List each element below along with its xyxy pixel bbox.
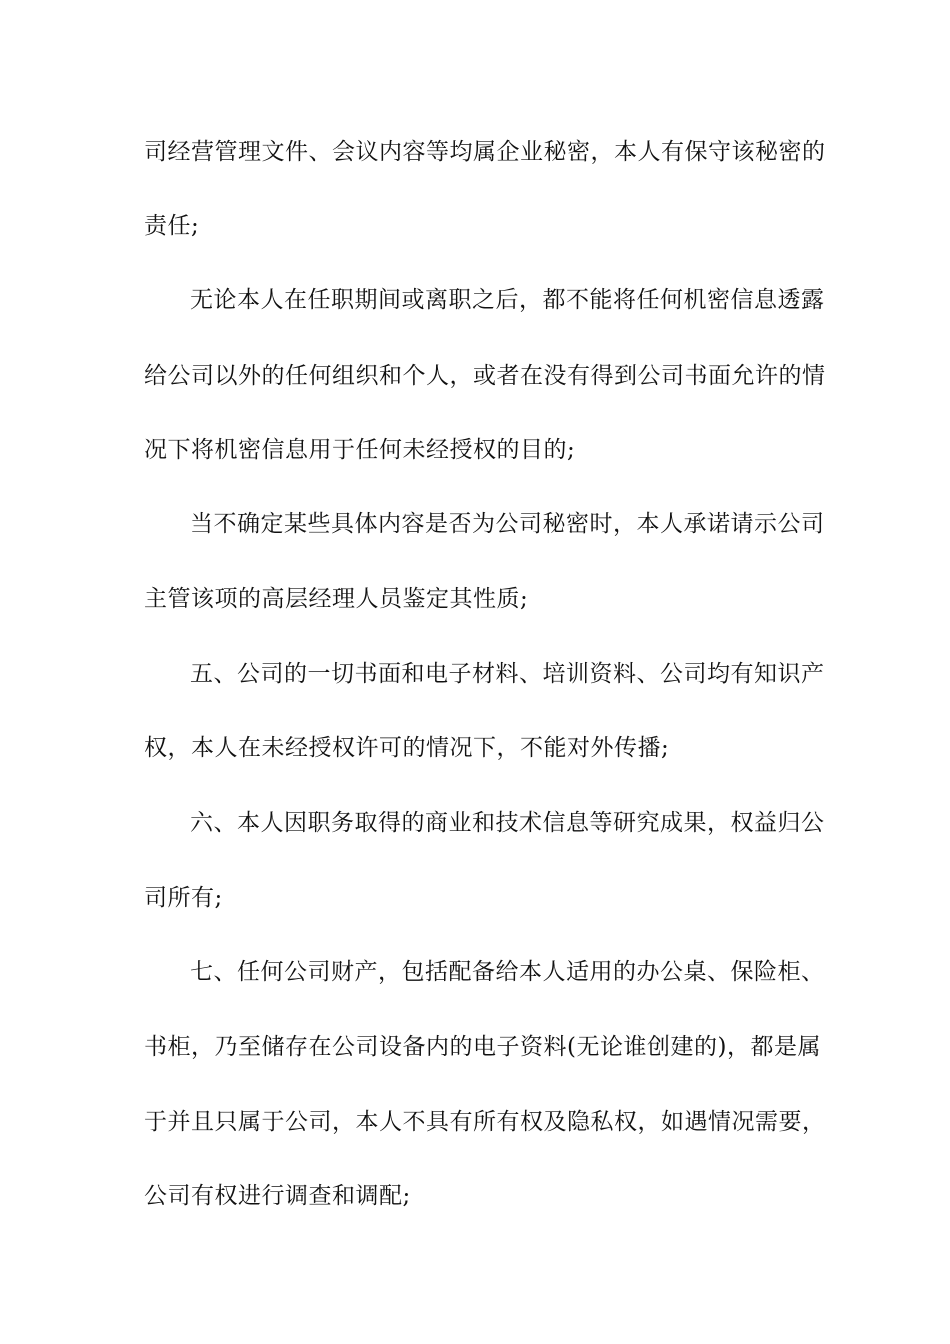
- text-line: 况下将机密信息用于任何未经授权的目的;: [144, 437, 576, 463]
- paragraph-start-line: 无论本人在任职期间或离职之后，都不能将任何机密信息透露: [190, 287, 825, 313]
- text-line: 权，本人在未经授权许可的情况下，不能对外传播;: [144, 735, 670, 761]
- text-line: 司经营管理文件、会议内容等均属企业秘密，本人有保守该秘密的: [144, 139, 826, 165]
- text-line: 司所有;: [144, 885, 223, 911]
- paragraph-start-line: 当不确定某些具体内容是否为公司秘密时，本人承诺请示公司: [190, 511, 825, 537]
- text-line: 于并且只属于公司，本人不具有所有权及隐私权，如遇情况需要，: [144, 1109, 826, 1135]
- paragraph-start-line: 六、本人因职务取得的商业和技术信息等研究成果，权益归公: [190, 810, 825, 836]
- text-line: 主管该项的高层经理人员鉴定其性质;: [144, 586, 529, 612]
- text-line: 书柜，乃至储存在公司设备内的电子资料(无论谁创建的)，都是属: [144, 1034, 821, 1060]
- paragraph-start-line: 五、公司的一切书面和电子材料、培训资料、公司均有知识产: [190, 661, 825, 687]
- paragraph-start-line: 七、任何公司财产，包括配备给本人适用的办公桌、保险柜、: [190, 959, 825, 985]
- text-line: 给公司以外的任何组织和个人，或者在没有得到公司书面允许的情: [144, 363, 826, 389]
- text-line: 公司有权进行调查和调配;: [144, 1183, 411, 1209]
- text-line: 责任;: [144, 213, 200, 239]
